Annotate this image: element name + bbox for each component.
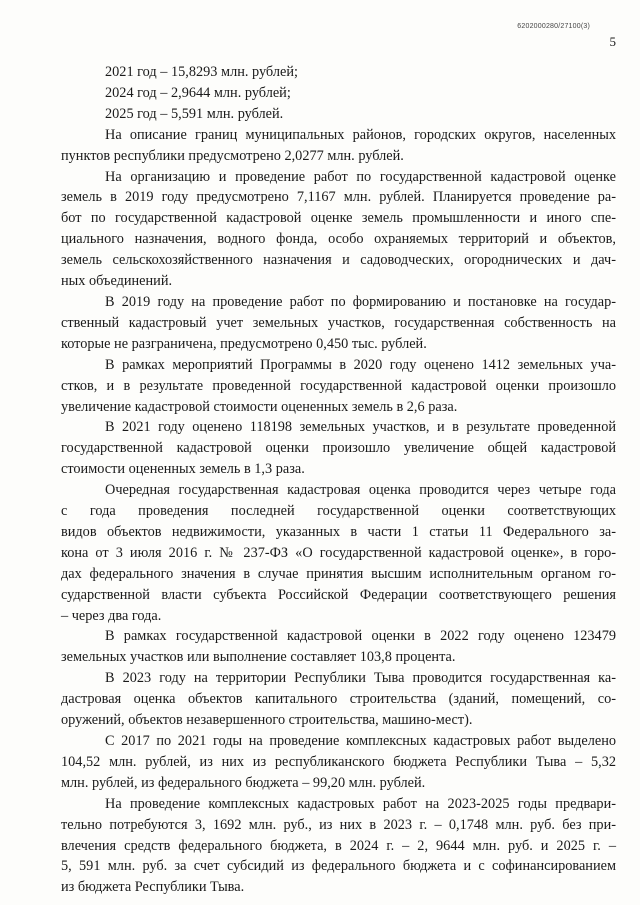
text-line: 104,52 млн. рублей, из них из республиканского бюджета Республики Тыва – 5,32: [61, 753, 616, 770]
text-line: С 2017 по 2021 годы на проведение комплексных кадастровых работ выделено: [105, 733, 616, 749]
text-line: земельных участков или выполнение составляет 103,8 процента.: [61, 649, 456, 666]
text-line: млн. рублей, из федерального бюджета – 99,20 млн. рублей.: [61, 774, 426, 791]
text-line: 2021 год – 15,8293 млн. рублей;: [105, 64, 298, 80]
text-line: стков, и в результате проведенной государственной кадастровой оценки произошло: [61, 377, 616, 394]
text-line: оружений, объектов незавершенного строительства, машино-мест).: [61, 712, 473, 729]
text-line: ственный кадастровый учет земельных участков, государственная собственность на: [61, 314, 616, 331]
text-line: На описание границ муниципальных районов, городских округов, населенных: [105, 126, 616, 143]
text-line: бот по государственной кадастровой оценке земель промышленности и иного спе-: [61, 210, 616, 227]
text-line: В 2023 году на территории Республики Тыва проводится государственная ка-: [105, 670, 616, 687]
text-line: – через два года.: [61, 607, 162, 624]
text-line: земель в 2019 году предусмотрено 7,1167 млн. рублей. Планируется проведение ра-: [61, 189, 616, 206]
text-line: кона от 3 июля 2016 г. № 237-ФЗ «О государственной кадастровой оценке», в горо-: [61, 544, 616, 561]
text-line: В 2021 году оценено 118198 земельных участков, и в результате проведенной: [105, 419, 616, 436]
text-line: увеличение кадастровой стоимости оцененных земель в 2,6 раза.: [61, 398, 458, 415]
text-line: тельно потребуются 3, 1692 млн. руб., из них в 2023 г. – 0,1748 млн. руб. без при-: [61, 816, 616, 833]
text-line: 5, 591 млн. руб. за счет субсидий из федерального бюджета и с софинансированием: [61, 858, 616, 875]
page-number: 5: [609, 34, 616, 49]
text-line: стоимости оцененных земель в 1,3 раза.: [61, 461, 305, 478]
text-line: 2024 год – 2,9644 млн. рублей;: [105, 84, 291, 101]
document-code: 6202000280/27100(3): [517, 23, 590, 30]
text-line: В рамках государственной кадастровой оценки в 2022 году оценено 123479: [105, 628, 616, 645]
text-line: В 2019 году на проведение работ по формированию и постановке на государ-: [105, 293, 616, 310]
text-line: дах федерального значения в случае принятия высшим исполнительным органом го-: [61, 565, 616, 582]
text-line: земель сельскохозяйственного назначения и садоводческих, огороднических и дач-: [61, 252, 616, 269]
text-line: государственной кадастровой оценки произошло увеличение общей кадастровой: [61, 440, 616, 457]
text-line: влечения средств федерального бюджета, в 2024 г. – 2, 9644 млн. руб. и 2025 г. –: [61, 837, 616, 854]
text-line: 2025 год – 5,591 млн. рублей.: [105, 105, 284, 122]
text-line: пунктов республики предусмотрено 2,0277 млн. рублей.: [61, 147, 404, 164]
text-line: сударственной власти субъекта Российской Федерации соответствующего решения: [61, 586, 616, 603]
text-line: На проведение комплексных кадастровых работ на 2023-2025 годы предвари-: [105, 795, 616, 812]
text-line: с года проведения последней государственной оценки соответствующих: [61, 503, 616, 520]
text-line: ных объединений.: [61, 273, 173, 290]
text-line: В рамках мероприятий Программы в 2020 году оценено 1412 земельных уча-: [105, 356, 616, 373]
document-body: [61, 62, 616, 898]
text-line: Очередная государственная кадастровая оценка проводится через четыре года: [105, 482, 616, 499]
text-line: циального назначения, водного фонда, особо охраняемых территорий и объектов,: [61, 231, 616, 248]
text-line: На организацию и проведение работ по государственной кадастровой оценке: [105, 168, 616, 185]
text-line: из бюджета Республики Тыва.: [61, 879, 245, 896]
text-line: видов объектов недвижимости, указанных в части 1 статьи 11 Федерального за-: [61, 523, 616, 540]
text-line: которые не разграничена, предусмотрено 0,450 тыс. рублей.: [61, 335, 427, 352]
text-line: дастровая оценка объектов капитального строительства (зданий, помещений, со-: [61, 691, 616, 708]
